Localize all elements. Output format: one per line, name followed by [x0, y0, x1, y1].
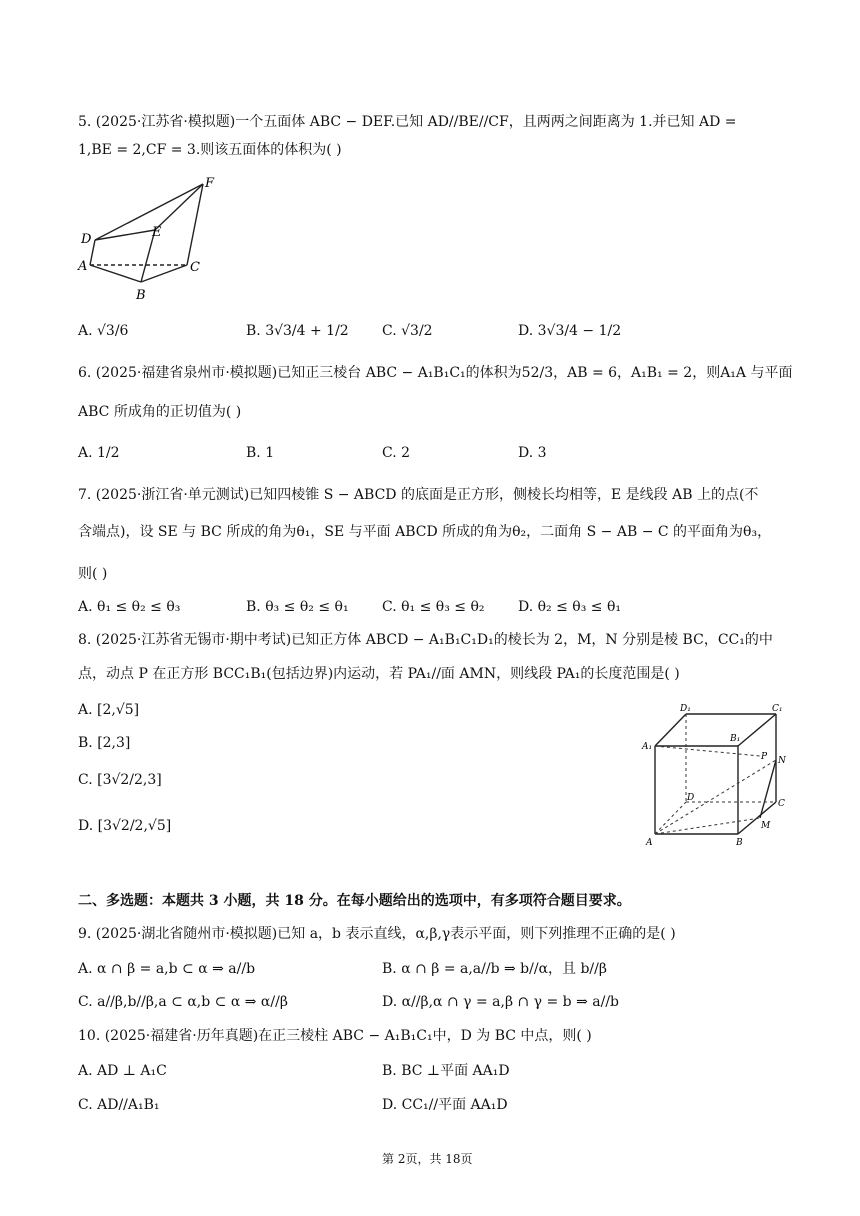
q10-line1: 10. (2025·福建省·历年真题)在正三棱柱 ABC − A₁B₁C₁中，D 为 BC 中点，则( )	[78, 1028, 592, 1044]
label-A: A	[646, 838, 653, 848]
q7-option-a: A. θ₁ ≤ θ₂ ≤ θ₃	[78, 599, 181, 615]
q10-option-a: A. AD ⊥ A₁C	[78, 1063, 167, 1079]
label-B: B	[136, 288, 146, 303]
q9-line1: 9. (2025·湖北省随州市·模拟题)已知 a，b 表示直线，α,β,γ表示平面，则下列推理不正确的是( )	[78, 926, 676, 942]
label-B1: B₁	[730, 734, 741, 744]
q6-option-d: D. 3	[518, 445, 547, 461]
q5-line2: 1,BE = 2,CF = 3.则该五面体的体积为( )	[78, 142, 342, 158]
q9-option-c: C. a//β,b//β,a ⊂ α,b ⊂ α ⇒ α//β	[78, 994, 288, 1010]
label-F: F	[205, 176, 215, 191]
q6-option-b: B. 1	[246, 445, 275, 461]
label-A: A	[78, 259, 88, 274]
q5-option-b: B. 3√3/4 + 1/2	[246, 323, 349, 339]
label-N: N	[778, 756, 786, 766]
q9-option-a: A. α ∩ β = a,b ⊂ α ⇒ a//b	[78, 961, 256, 977]
label-C: C	[190, 260, 200, 275]
q7-line2: 含端点)，设 SE 与 BC 所成的角为θ₁，SE 与平面 ABCD 所成的角为θ₂，二面角 S − AB − C 的平面角为θ₃，	[78, 524, 772, 540]
pentahedron-figure	[75, 175, 225, 305]
q8-option-c: C. [3√2/2,3]	[78, 772, 162, 788]
q5-option-d: D. 3√3/4 − 1/2	[518, 323, 622, 339]
q7-option-d: D. θ₂ ≤ θ₃ ≤ θ₁	[518, 599, 622, 615]
q6-option-a: A. 1/2	[78, 445, 120, 461]
label-C1: C₁	[772, 704, 783, 714]
label-M: M	[761, 821, 771, 831]
q9-option-b: B. α ∩ β = a,a//b ⇒ b//α，且 b//β	[382, 961, 607, 977]
section-title-multiple-choice: 二、多选题：本题共 3 小题，共 18 分。在每小题给出的选项中，有多项符合题目要求。	[78, 893, 631, 909]
label-P: P	[761, 752, 768, 762]
q8-option-b: B. [2,3]	[78, 735, 131, 751]
q5-line1: 5. (2025·江苏省·模拟题)一个五面体 ABC − DEF.已知 AD//BE//CF，且两两之间距离为 1.并已知 AD =	[78, 114, 737, 130]
q10-option-d: D. CC₁//平面 AA₁D	[382, 1097, 508, 1113]
label-B: B	[736, 838, 743, 848]
q10-option-b: B. BC ⊥平面 AA₁D	[382, 1063, 510, 1079]
q8-option-a: A. [2,√5]	[78, 702, 140, 718]
q5-option-a: A. √3/6	[78, 323, 129, 339]
page-footer: 第 2页，共 18页	[382, 1152, 473, 1166]
q8-option-d: D. [3√2/2,√5]	[78, 818, 172, 834]
q8-line1: 8. (2025·江苏省无锡市·期中考试)已知正方体 ABCD − A₁B₁C₁D₁的棱长为 2，M，N 分别是棱 BC，CC₁的中	[78, 632, 773, 648]
q6-line2: ABC 所成角的正切值为( )	[78, 404, 242, 420]
label-D1: D₁	[680, 704, 691, 714]
q6-option-c: C. 2	[382, 445, 411, 461]
q5-option-c: C. √3/2	[382, 323, 433, 339]
q7-option-b: B. θ₃ ≤ θ₂ ≤ θ₁	[246, 599, 349, 615]
label-D: D	[687, 793, 695, 803]
q10-option-c: C. AD//A₁B₁	[78, 1097, 160, 1113]
q7-line3: 则( )	[78, 566, 108, 582]
label-D: D	[81, 232, 92, 247]
q8-line2: 点，动点 P 在正方形 BCC₁B₁(包括边界)内运动，若 PA₁//面 AMN，则线段 PA₁的长度范围是( )	[78, 666, 680, 682]
q7-option-c: C. θ₁ ≤ θ₃ ≤ θ₂	[382, 599, 485, 615]
label-E: E	[152, 225, 162, 240]
label-A1: A₁	[642, 742, 653, 752]
cube-figure	[640, 700, 790, 850]
q9-option-d: D. α//β,α ∩ γ = a,β ∩ γ = b ⇒ a//b	[382, 994, 619, 1010]
q6-line1: 6. (2025·福建省泉州市·模拟题)已知正三棱台 ABC − A₁B₁C₁的体积为52/3，AB = 6，A₁B₁ = 2，则A₁A 与平面	[78, 365, 793, 381]
label-C: C	[778, 799, 785, 809]
q7-line1: 7. (2025·浙江省·单元测试)已知四棱锥 S − ABCD 的底面是正方形，侧棱长均相等，E 是线段 AB 上的点(不	[78, 487, 759, 503]
